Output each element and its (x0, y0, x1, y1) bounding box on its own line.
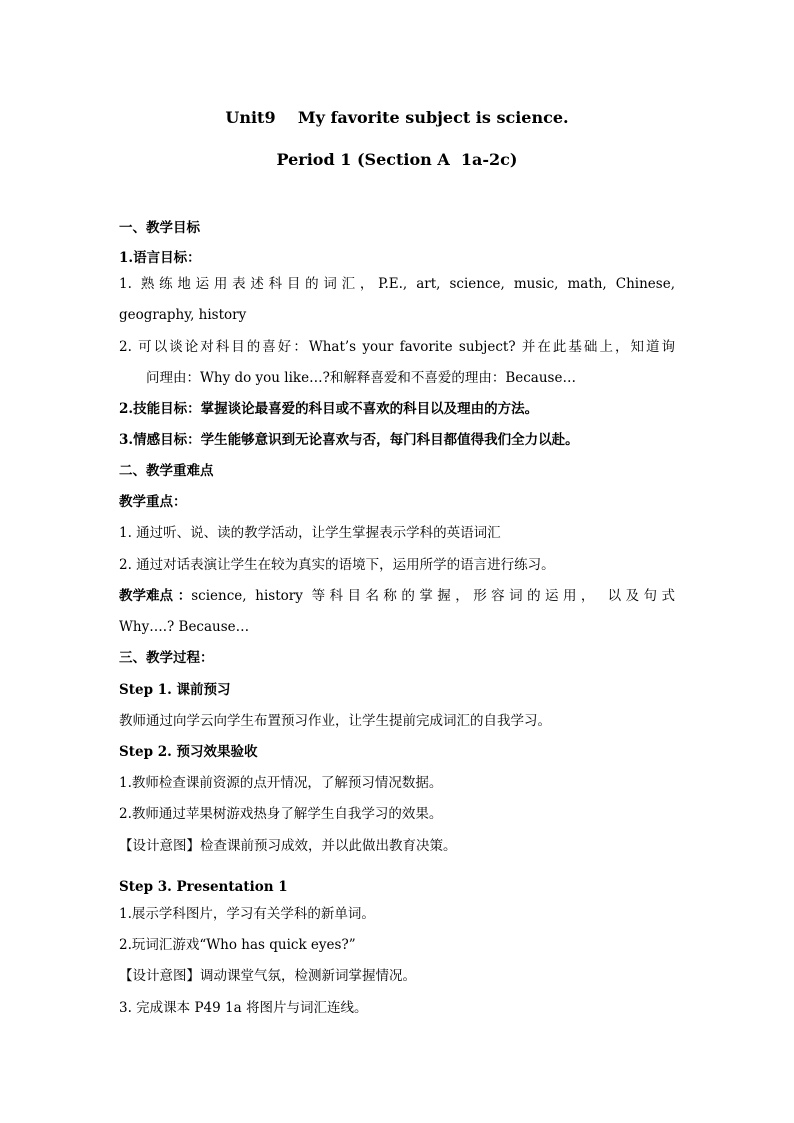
paragraph-line: 3. 完成课本 P49 1a 将图片与词汇连线。 (119, 1000, 368, 1016)
paragraph-line: 1. 通过听、说、读的教学活动，让学生掌握表示学科的英语词汇 (119, 525, 501, 541)
paragraph-line (119, 430, 675, 450)
paragraph-line: 教师通过向学云向学生布置预习作业，让学生提前完成词汇的自我学习。 (119, 713, 551, 729)
paragraph-line: 2. 通过对话表演让学生在较为真实的语境下，运用所学的语言进行练习。 (119, 557, 555, 573)
document-subtitle: Period 1 (Section A 1a-2c) (276, 150, 518, 169)
paragraph-line: 问理由：Why do you like…?和解释喜爱和不喜爱的理由：Because… (146, 370, 576, 386)
section-heading: 三、教学过程： (119, 650, 214, 666)
paragraph-line: geography, history (119, 307, 247, 323)
sub-heading: 1.语言目标： (119, 250, 201, 266)
inline-text: 学生能够意识到无论喜欢与否，每门科目都值得我们全力以赴。 (200, 432, 579, 448)
paragraph-line: Why….? Because… (119, 619, 250, 635)
inline-label: 3.情感目标： (119, 432, 201, 448)
inline-label: 教学难点 ： (119, 588, 192, 604)
paragraph-line: 2.教师通过苹果树游戏热身了解学生自我学习的效果。 (119, 806, 443, 822)
section-heading: 二、教学重难点 (119, 463, 214, 479)
step-heading: Step 3. Presentation 1 (119, 879, 288, 895)
paragraph-line: 1. 熟练地运用表述科目的词汇，P.E., art, science, music, math, Chinese, (119, 276, 675, 292)
sub-heading: 教学重点： (119, 494, 187, 510)
paragraph-line (119, 586, 675, 606)
paragraph-line: 2.玩词汇游戏“Who has quick eyes?” (119, 937, 356, 953)
paragraph-line: 1.展示学科图片，学习有关学科的新单词。 (119, 906, 375, 922)
paragraph-line: 2. 可以谈论对科目的喜好：What’s your favorite subject? 并在此基础上，知道询 (119, 339, 675, 355)
paragraph-line (119, 399, 675, 419)
paragraph-line: 【设计意图】检查课前预习成效，并以此做出教育决策。 (119, 838, 457, 854)
inline-text: science, history 等科目名称的掌握，形容词的运用， 以及句式 (191, 588, 675, 604)
paragraph-line: 1.教师检查课前资源的点开情况，了解预习情况数据。 (119, 775, 443, 791)
section-heading: 一、教学目标 (119, 220, 200, 236)
document-title: Unit9 My favorite subject is science. (225, 108, 569, 127)
step-heading: Step 1. 课前预习 (119, 682, 231, 698)
paragraph-line: 【设计意图】调动课堂气氛，检测新词掌握情况。 (119, 968, 416, 984)
step-heading: Step 2. 预习效果验收 (119, 744, 258, 760)
inline-label: 2.技能目标： (119, 401, 201, 417)
inline-text: 掌握谈论最喜爱的科目或不喜欢的科目以及理由的方法。 (200, 401, 539, 417)
